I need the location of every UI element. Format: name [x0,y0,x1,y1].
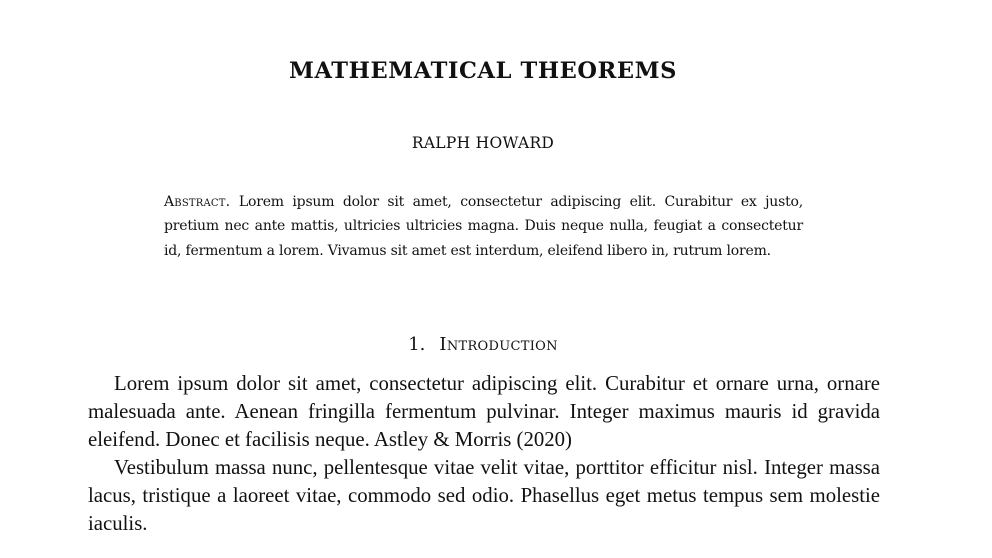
paper-author: RALPH HOWARD [411,134,555,152]
section-heading-introduction [0,334,966,355]
body-paragraph: Lorem ipsum dolor sit amet, consectetur adipiscing elit. Curabitur et ornare urna, ornare malesuada ante. Aenean fringilla fermentum pulvinar. Integer maximus mauris id gravida eleifend. Donec et facilisis neque. Astley & Morris (2020) [88,372,880,451]
abstract [164,190,803,263]
section-body-introduction [88,370,880,538]
paper-title: MATHEMATICAL THEOREMS [288,58,678,84]
abstract-label: Abstract. [164,194,231,210]
abstract-text: Lorem ipsum dolor sit amet, consectetur adipiscing elit. Curabitur ex justo, pretium nec ante mattis, ultricies ultricies magna. Duis neque nulla, feugiat a consectetur id, fermentum a lorem. Vivamus sit amet est interdum, eleifend libero in, rutrum lorem. [164,194,803,259]
body-paragraph: Vestibulum massa nunc, pellentesque vitae velit vitae, porttitor efficitur nisl. Integer massa lacus, tristique a laoreet vitae, commodo sed odio. Phasellus eget metus tempus sem molestie iaculis. [88,456,880,535]
section-number: 1. [408,334,426,355]
section-title: Introduction [439,334,558,355]
